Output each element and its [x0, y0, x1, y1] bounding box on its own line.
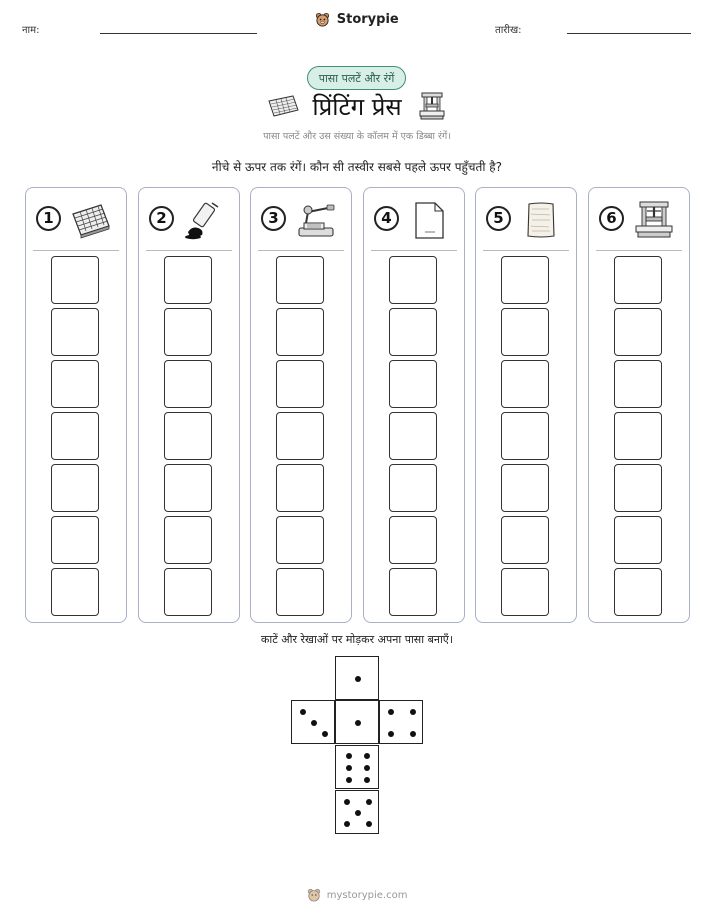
color-box[interactable] — [164, 516, 212, 564]
dice-pip — [346, 753, 352, 759]
dice-face-6 — [335, 745, 379, 789]
color-box[interactable] — [389, 256, 437, 304]
color-box[interactable] — [614, 256, 662, 304]
color-box[interactable] — [276, 360, 324, 408]
color-box[interactable] — [51, 568, 99, 616]
color-box[interactable] — [51, 464, 99, 512]
color-box[interactable] — [389, 308, 437, 356]
color-box[interactable] — [501, 412, 549, 460]
dice-pip — [355, 676, 361, 682]
color-box[interactable] — [164, 308, 212, 356]
dice-face-3 — [291, 700, 335, 744]
color-box[interactable] — [614, 360, 662, 408]
column-number: 3 — [261, 206, 286, 231]
color-box[interactable] — [614, 308, 662, 356]
dice-pip — [311, 720, 317, 726]
bear-mascot-icon — [315, 12, 330, 27]
color-box[interactable] — [389, 516, 437, 564]
color-box[interactable] — [276, 256, 324, 304]
color-box[interactable] — [164, 568, 212, 616]
color-box[interactable] — [51, 412, 99, 460]
color-box[interactable] — [501, 568, 549, 616]
dice-pip — [322, 731, 328, 737]
color-box[interactable] — [389, 464, 437, 512]
bear-mascot-icon — [307, 888, 321, 902]
color-box[interactable] — [164, 412, 212, 460]
color-box[interactable] — [51, 308, 99, 356]
color-box[interactable] — [501, 516, 549, 564]
color-box[interactable] — [501, 308, 549, 356]
dice-face-4 — [379, 700, 423, 744]
column-number: 6 — [599, 206, 624, 231]
column-divider — [483, 250, 569, 251]
color-box[interactable] — [164, 464, 212, 512]
dice-pip — [364, 753, 370, 759]
color-box[interactable] — [51, 516, 99, 564]
color-box[interactable] — [276, 308, 324, 356]
dice-pip — [355, 810, 361, 816]
date-line[interactable] — [567, 33, 691, 34]
column-number: 1 — [36, 206, 61, 231]
dice-pip — [346, 777, 352, 783]
column-divider — [596, 250, 682, 251]
column-6 — [588, 187, 690, 623]
parchment-icon — [519, 200, 563, 240]
dice-pip — [366, 821, 372, 827]
column-3 — [250, 187, 352, 623]
color-box[interactable] — [501, 360, 549, 408]
dice-pip — [344, 821, 350, 827]
dice-pip — [355, 720, 361, 726]
color-box[interactable] — [276, 568, 324, 616]
dice-pip — [300, 709, 306, 715]
embosser-stamp-icon — [294, 200, 338, 240]
color-box[interactable] — [389, 360, 437, 408]
color-box[interactable] — [614, 464, 662, 512]
printing-press-icon — [632, 200, 676, 240]
type-tray-icon — [69, 200, 113, 240]
column-divider — [371, 250, 457, 251]
paper-sheet-icon — [407, 200, 451, 240]
dice-face-1 — [335, 700, 379, 744]
dice-pip — [388, 731, 394, 737]
dice-pip — [364, 777, 370, 783]
color-box[interactable] — [389, 568, 437, 616]
column-5 — [475, 187, 577, 623]
dice-pip — [366, 799, 372, 805]
footer-url: mystorypie.com — [326, 890, 408, 901]
color-box[interactable] — [389, 412, 437, 460]
dice-pip — [388, 709, 394, 715]
dice-face-1 — [335, 656, 379, 700]
name-line[interactable] — [100, 33, 257, 34]
color-box[interactable] — [51, 360, 99, 408]
footer — [0, 888, 714, 902]
color-box[interactable] — [614, 568, 662, 616]
column-number: 2 — [149, 206, 174, 231]
color-box[interactable] — [276, 516, 324, 564]
date-label: तारीख: — [495, 25, 522, 36]
column-divider — [146, 250, 232, 251]
color-box[interactable] — [164, 256, 212, 304]
name-label: नाम: — [22, 25, 40, 36]
instruction: नीचे से ऊपर तक रंगें। कौन सी तस्वीर सबसे पहले ऊपर पहुँचती है? — [211, 160, 503, 174]
dice-pip — [364, 765, 370, 771]
column-number: 5 — [486, 206, 511, 231]
activity-tag: पासा पलटें और रंगें — [307, 66, 406, 90]
cut-instruction: काटें और रेखाओं पर मोड़कर अपना पासा बनाएँ। — [260, 633, 454, 646]
column-4 — [363, 187, 465, 623]
color-box[interactable] — [614, 412, 662, 460]
page-subtitle: पासा पलटें और उस संख्या के कॉलम में एक डिब्बा रंगें। — [263, 131, 451, 142]
dice-face-5 — [335, 790, 379, 834]
column-divider — [33, 250, 119, 251]
color-box[interactable] — [501, 464, 549, 512]
brand-logo — [0, 12, 714, 27]
brand-name: Storypie — [336, 12, 399, 27]
column-2 — [138, 187, 240, 623]
color-box[interactable] — [164, 360, 212, 408]
color-box[interactable] — [276, 412, 324, 460]
dice-pip — [344, 799, 350, 805]
column-1 — [25, 187, 127, 623]
color-box[interactable] — [614, 516, 662, 564]
dice-pip — [410, 709, 416, 715]
printing-press-icon — [418, 91, 446, 121]
page-title: प्रिंटिंग प्रेस — [312, 93, 402, 121]
ink-tube-icon — [182, 200, 226, 240]
column-number: 4 — [374, 206, 399, 231]
dice-pip — [410, 731, 416, 737]
color-box[interactable] — [501, 256, 549, 304]
color-box[interactable] — [276, 464, 324, 512]
dice-pip — [346, 765, 352, 771]
color-box[interactable] — [51, 256, 99, 304]
column-divider — [258, 250, 344, 251]
